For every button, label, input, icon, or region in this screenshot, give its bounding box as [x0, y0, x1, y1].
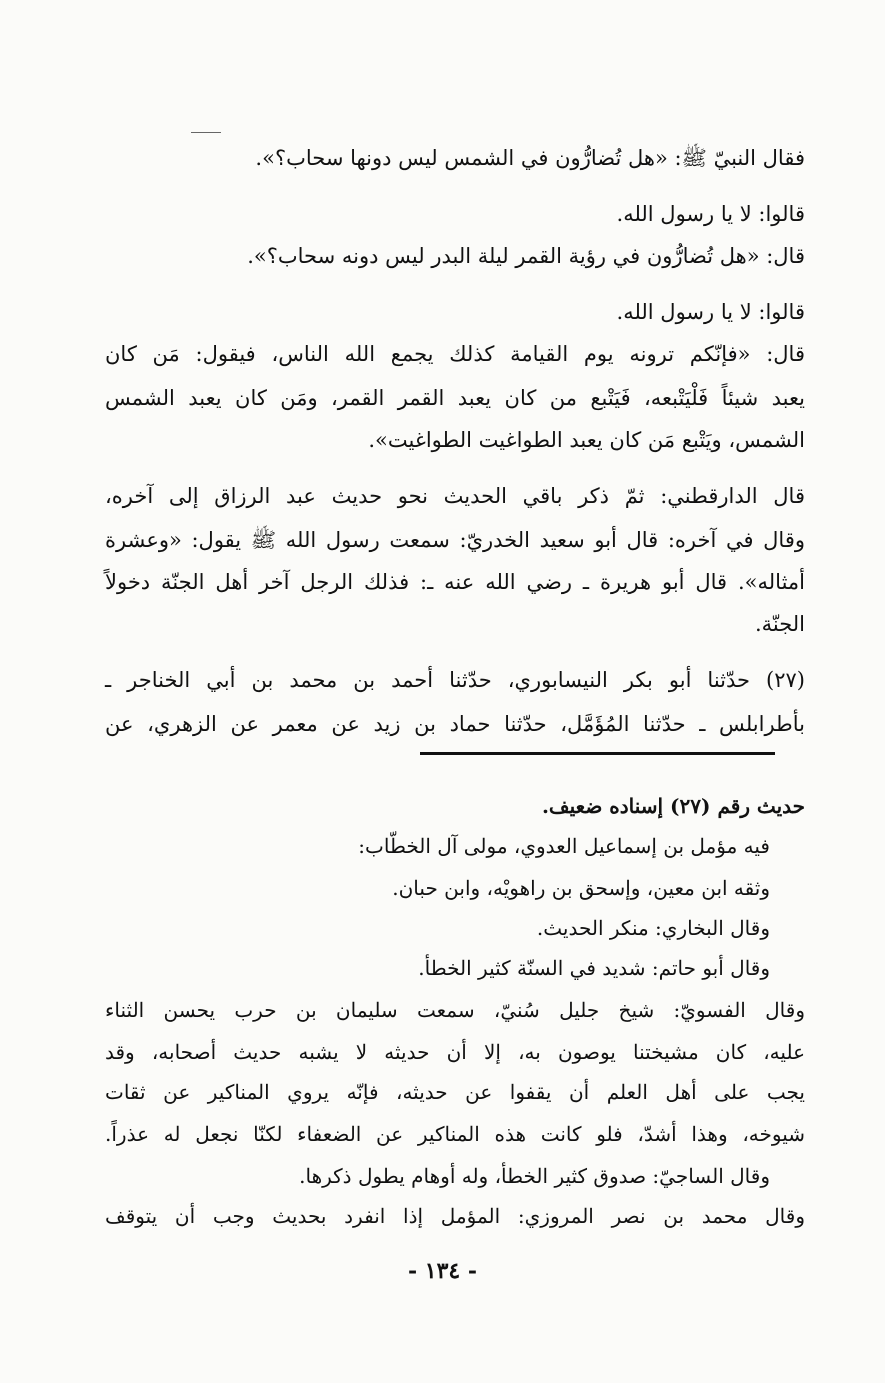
top-rule: [191, 132, 221, 133]
body-line: الشمس، ويَتْبع مَن كان يعبد الطواغيت الطواغيت».: [368, 428, 805, 452]
body-line: الجنّة.: [754, 612, 805, 636]
body-line: قالوا: لا يا رسول الله.: [616, 300, 805, 324]
footnote-line: فيه مؤمل بن إسماعيل العدوي، مولى آل الخطّاب:: [358, 834, 770, 858]
footnote-heading: حديث رقم (٢٧) إسناده ضعيف.: [541, 794, 805, 818]
body-line: قال: «هل تُضارُّون في رؤية القمر ليلة البدر ليس دونه سحاب؟».: [247, 244, 805, 268]
footnote-line: عليه، كان مشيختنا يوصون به، إلا أن حديثه لا يشبه حديث أصحابه، وقد: [105, 1040, 805, 1064]
footnote-line: وقال محمد بن نصر المروزي: المؤمل إذا انفرد بحديث وجب أن يتوقف: [105, 1204, 805, 1228]
body-line: أمثاله». قال أبو هريرة ـ رضي الله عنه ـ: فذلك الرجل آخر أهل الجنّة دخولاً: [105, 570, 805, 594]
footnote-line: وقال الفسويّ: شيخ جليل سُنيّ، سمعت سليمان بن حرب يحسن الثناء: [105, 998, 805, 1022]
footnote-line: وثقه ابن معين، وإسحق بن راهويْه، وابن حبان.: [392, 876, 770, 900]
page-number: - ١٣٤ -: [407, 1258, 478, 1284]
body-line: قال: «فإنّكم ترونه يوم القيامة كذلك يجمع الله الناس، فيقول: مَن كان: [105, 342, 805, 366]
footnote-line: وقال أبو حاتم: شديد في السنّة كثير الخطأ.: [418, 956, 770, 980]
body-line: قال الدارقطني: ثمّ ذكر باقي الحديث نحو حديث عبد الرزاق إلى آخره،: [105, 484, 805, 508]
body-line: يعبد شيئاً فَلْيَتْبعه، فَيَتْبع من كان يعبد القمر القمر، ومَن كان يعبد الشمس: [105, 386, 805, 410]
footnote-line: وقال الساجيّ: صدوق كثير الخطأ، وله أوهام يطول ذكرها.: [299, 1164, 770, 1188]
footnote-separator: [420, 752, 775, 755]
body-line: وقال في آخره: قال أبو سعيد الخدريّ: سمعت رسول الله ﷺ يقول: «وعشرة: [105, 528, 805, 552]
footnote-line: شيوخه، وهذا أشدّ، فلو كانت هذه المناكير عن الضعفاء لكنّا نجعل له عذراً.: [105, 1122, 805, 1146]
hadith-27-line: بأطرابلس ـ حدّثنا المُؤَمَّل، حدّثنا حماد بن زيد عن معمر عن الزهري، عن: [105, 712, 805, 736]
hadith-27-line: (٢٧) حدّثنا أبو بكر النيسابوري، حدّثنا أحمد بن محمد بن أبي الخناجر ـ: [105, 668, 805, 692]
body-line: فقال النبيّ ﷺ: «هل تُضارُّون في الشمس ليس دونها سحاب؟».: [255, 146, 805, 170]
body-line: قالوا: لا يا رسول الله.: [616, 202, 805, 226]
footnote-line: يجب على أهل العلم أن يقفوا عن حديثه، فإنّه يروي المناكير عن ثقات: [105, 1080, 805, 1104]
footnote-line: وقال البخاري: منكر الحديث.: [536, 916, 770, 940]
